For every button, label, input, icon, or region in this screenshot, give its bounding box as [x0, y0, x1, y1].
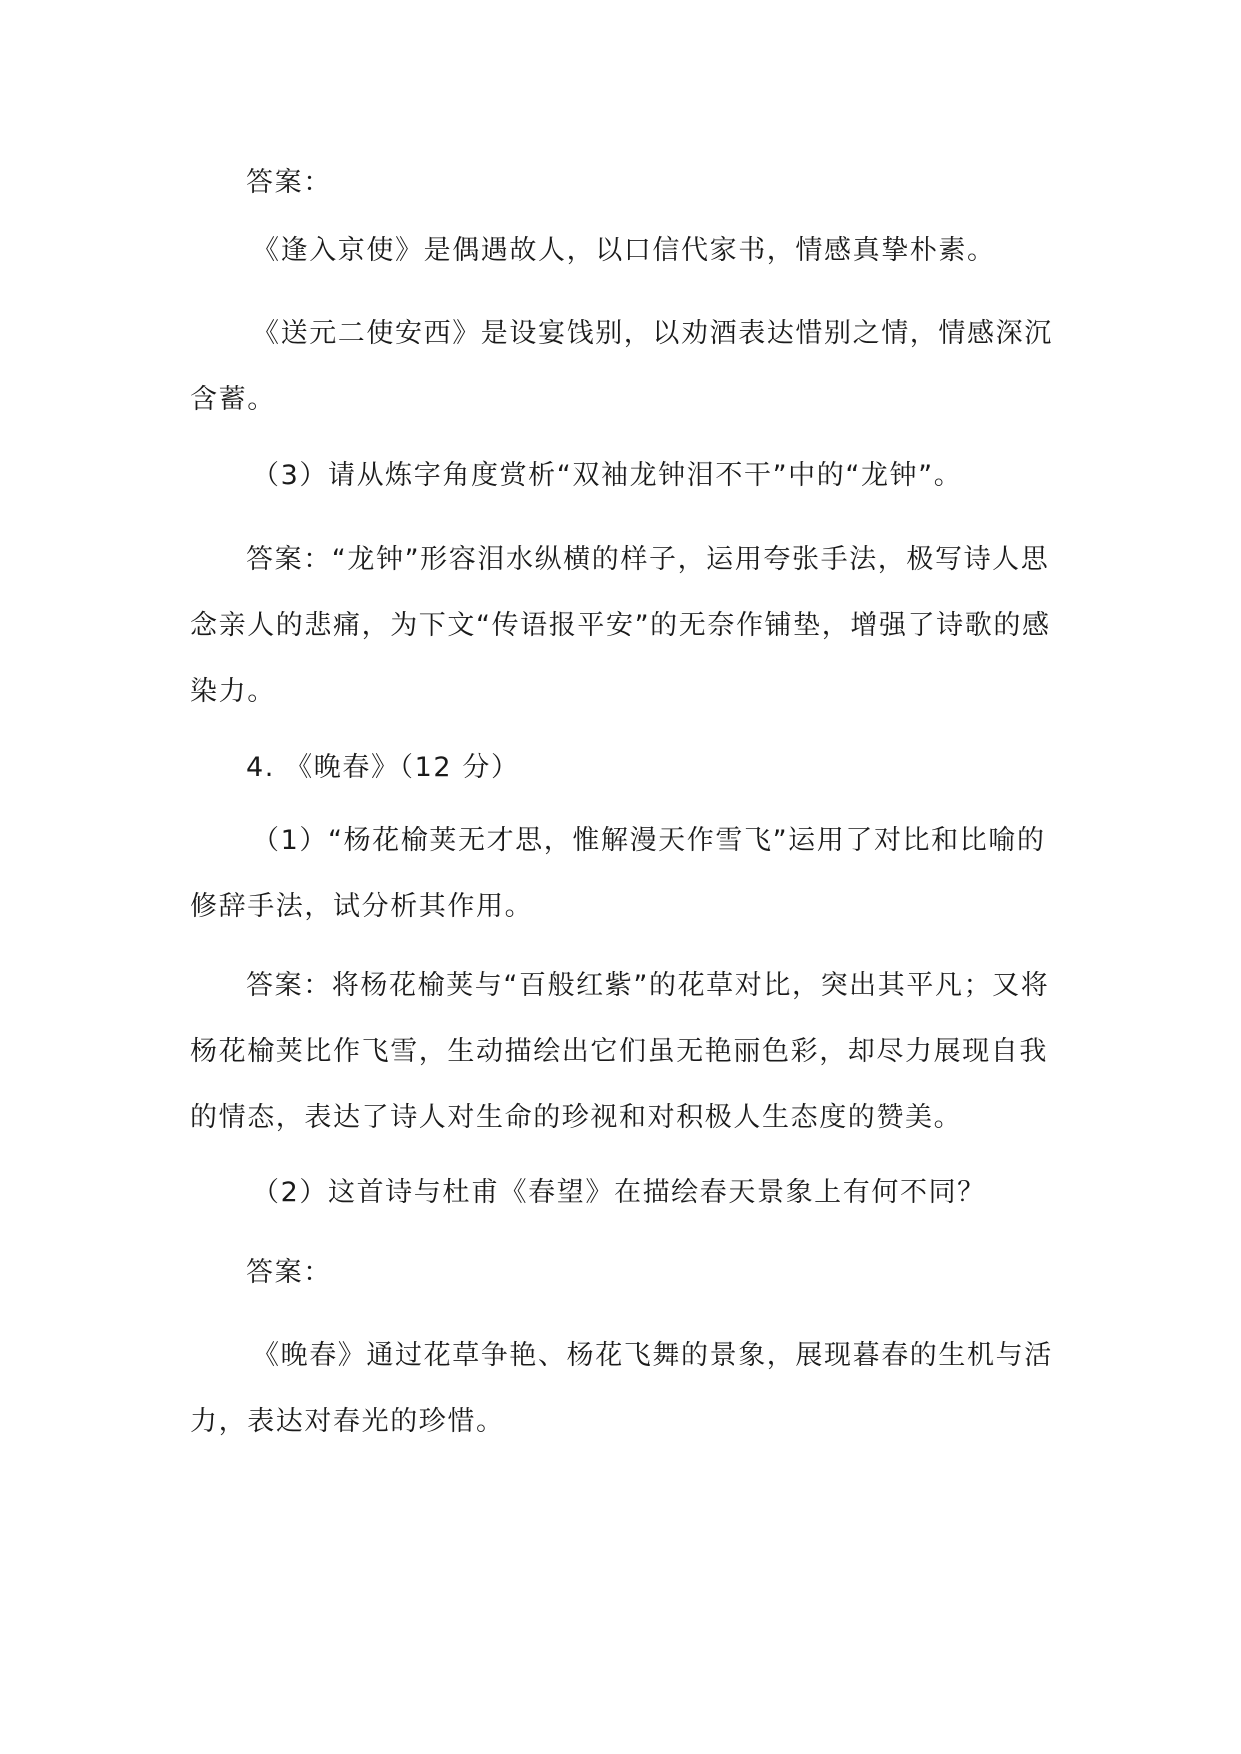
answer-label-2: 答案：	[246, 1257, 332, 1288]
question-1-wanchun: （1）“杨花榆荚无才思，惟解漫天作雪飞”运用了对比和比喻的修辞手法，试分析其作用。	[190, 825, 1046, 922]
answer-text-wanchun-1: 答案：将杨花榆荚与“百般红紫”的花草对比，突出其平凡；又将杨花榆荚比作飞雪，生动描绘出它们虽无艳丽色彩，却尽力展现自我的情态，表达了诗人对生命的珍视和对积极人生态度的赞美。	[190, 970, 1050, 1133]
question-3-longzhong: （3）请从炼字角度赏析“双袖龙钟泪不干”中的“龙钟”。	[252, 460, 963, 491]
answer-text-wanchun-2: 《晚春》通过花草争艳、杨花飞舞的景象，展现暮春的生机与活力，表达对春光的珍惜。	[190, 1340, 1053, 1437]
section-4-title: 4. 《晚春》（12 分）	[246, 752, 520, 783]
answer-text-songyuaner: 《送元二使安西》是设宴饯别，以劝酒表达惜别之情，情感深沉含蓄。	[190, 318, 1053, 415]
answer-text-fengrujingshi: 《逢入京使》是偶遇故人，以口信代家书，情感真挚朴素。	[252, 235, 996, 266]
answer-label-1: 答案：	[246, 167, 332, 198]
question-2-wanchun: （2）这首诗与杜甫《春望》在描绘春天景象上有何不同？	[252, 1177, 986, 1208]
answer-text-longzhong: 答案：“龙钟”形容泪水纵横的样子，运用夸张手法，极写诗人思念亲人的悲痛，为下文“传语报平安”的无奈作铺垫，增强了诗歌的感染力。	[190, 544, 1051, 707]
